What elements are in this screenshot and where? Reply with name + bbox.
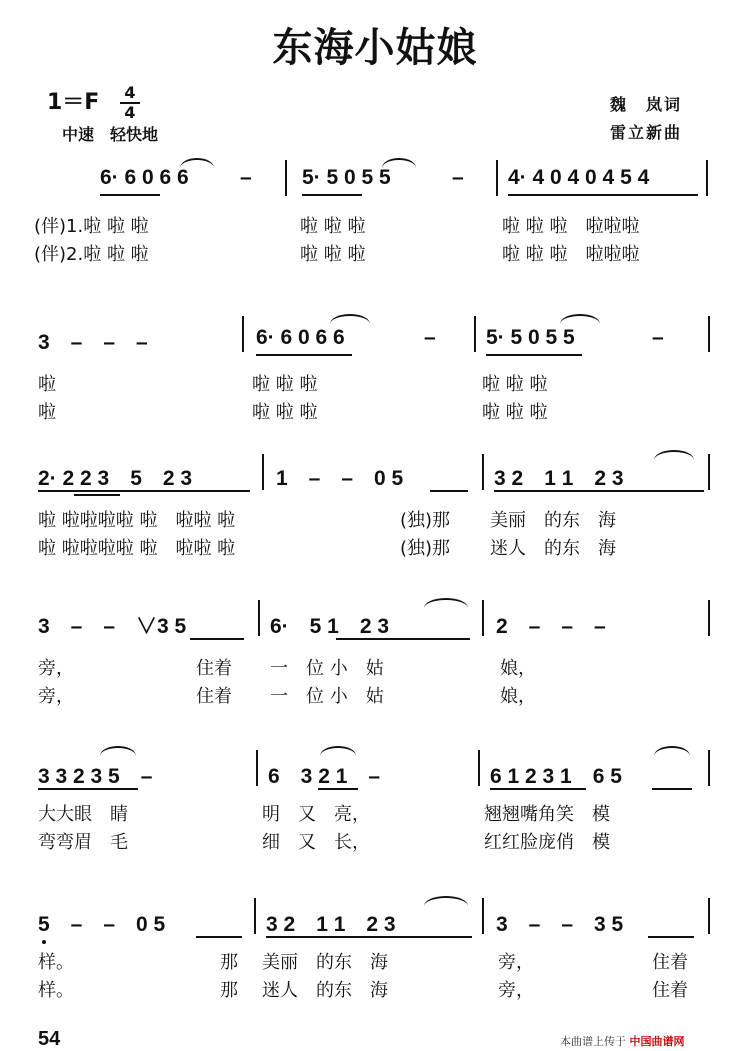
underline — [648, 936, 694, 938]
rest-dash: – — [652, 326, 664, 349]
underline — [494, 490, 704, 492]
lyric-line-2: 迷人 的东 海 — [490, 538, 616, 559]
lyric-line-1: 明 又 亮， — [262, 804, 370, 825]
underline — [486, 354, 582, 356]
lyric-line-2: 细 又 长， — [262, 832, 370, 853]
measure-5-3: 6 1 2 3 1 6 5 — [490, 765, 622, 788]
measure-2-1: 3 – – – — [38, 331, 148, 354]
measure-2-2: 6· 6 0 6 6 — [256, 326, 345, 349]
lyric-line-1: 大大眼 睛 — [38, 804, 128, 825]
barline — [708, 600, 710, 636]
measure-4-1: 3 – – ∨3 5 — [38, 615, 187, 638]
underline — [190, 638, 244, 640]
song-title: 东海小姑娘 — [272, 25, 478, 71]
slur — [330, 314, 370, 324]
lyric-line-2: (独)那 — [400, 538, 451, 559]
composer-credit: 雷立新曲 — [610, 123, 683, 142]
lyric-line-1: 旁， — [498, 952, 534, 973]
lower-octave-dot — [42, 940, 46, 944]
lyric-line-2: 啦 啦 啦 — [252, 402, 318, 423]
lyric-line-2: 啦 — [38, 402, 56, 423]
slur — [382, 158, 416, 168]
slur — [654, 746, 690, 756]
time-signature-bottom: 4 — [124, 103, 136, 122]
lyric-line-1: (伴)1.啦 啦 啦 — [34, 216, 149, 237]
measure-3-1: 2· 2 2 3 5 2 3 — [38, 467, 193, 490]
measure-6-3: 3 – – 3 5 — [496, 913, 624, 936]
time-signature-top: 4 — [124, 83, 136, 102]
lyric-line-2: 样。 — [38, 980, 74, 1001]
lyric-line-1: 那 — [220, 952, 238, 973]
measure-1-3: 4· 4 0 4 0 4 5 4 — [508, 166, 650, 189]
barline — [706, 160, 708, 196]
watermark — [560, 1033, 685, 1049]
measure-6-1: 5 – – 0 5 — [38, 913, 166, 936]
lyric-line-2: 啦 啦啦啦啦 啦 啦啦 啦 — [38, 538, 236, 559]
lyricist-credit: 魏 岚词 — [610, 95, 683, 114]
lyric-line-1: 翘翘嘴角笑 模 — [484, 804, 610, 825]
rest-dash: – — [452, 166, 464, 189]
lyric-line-2: 旁， — [498, 980, 534, 1001]
underline — [652, 788, 692, 790]
key-signature: 1＝F — [47, 90, 100, 115]
barline — [482, 600, 484, 636]
barline — [482, 454, 484, 490]
barline — [708, 750, 710, 786]
lyric-line-2: 啦 啦 啦 — [300, 244, 366, 265]
watermark-brand: 中国曲谱网 — [629, 1035, 685, 1048]
lyric-line-1: 一 位 小 姑 — [270, 658, 384, 679]
barline — [496, 160, 498, 196]
slur — [560, 314, 600, 324]
measure-6-2: 3 2 1 1 2 3 — [266, 913, 396, 936]
underline — [256, 354, 352, 356]
lyric-line-2: 红红脸庞俏 模 — [484, 832, 610, 853]
rest-dash: – — [240, 166, 252, 189]
underline — [38, 490, 250, 492]
lyric-line-1: 啦 啦 啦 — [300, 216, 366, 237]
barline — [285, 160, 287, 196]
lyric-line-1: 住着 — [652, 952, 688, 973]
lyric-line-1: 啦 — [38, 374, 56, 395]
slur — [424, 896, 468, 906]
underline — [490, 788, 586, 790]
barline — [708, 898, 710, 934]
slur — [180, 158, 214, 168]
barline — [708, 316, 710, 352]
lyric-line-1: 住着 — [196, 658, 232, 679]
lyric-line-2: 旁， — [38, 686, 74, 707]
underline — [508, 194, 698, 196]
watermark-text: 本曲谱上传于 — [560, 1035, 626, 1048]
lyric-line-1: 啦 啦 啦 — [252, 374, 318, 395]
lyric-line-1: 美丽 的东 海 — [262, 952, 388, 973]
lyric-line-1: 样。 — [38, 952, 74, 973]
underline — [100, 194, 160, 196]
lyric-line-2: 弯弯眉 毛 — [38, 832, 128, 853]
lyric-line-2: (伴)2.啦 啦 啦 — [34, 244, 149, 265]
slur — [424, 598, 468, 608]
barline — [242, 316, 244, 352]
measure-1-1: 6· 6 0 6 6 — [100, 166, 189, 189]
underline — [302, 194, 362, 196]
lyric-line-1: 啦 啦 啦 啦啦啦 — [502, 216, 640, 237]
lyric-line-2: 啦 啦 啦 啦啦啦 — [502, 244, 640, 265]
barline — [482, 898, 484, 934]
measure-3-3: 3 2 1 1 2 3 — [494, 467, 624, 490]
lyric-line-2: 那 — [220, 980, 238, 1001]
barline — [478, 750, 480, 786]
lyric-line-2: 住着 — [652, 980, 688, 1001]
lyric-line-2: 啦 啦 啦 — [482, 402, 548, 423]
barline — [258, 600, 260, 636]
barline — [254, 898, 256, 934]
tempo-marking: 中速 轻快地 — [62, 125, 159, 144]
lyric-line-2: 迷人 的东 海 — [262, 980, 388, 1001]
underline — [318, 788, 358, 790]
measure-3-2: 1 – – 0 5 — [276, 467, 404, 490]
underline — [266, 936, 472, 938]
underline — [196, 936, 242, 938]
lyric-line-1: 啦 啦 啦 — [482, 374, 548, 395]
barline — [708, 454, 710, 490]
lyric-line-1: 娘， — [500, 658, 536, 679]
time-signature — [120, 85, 140, 121]
lyric-line-2: 娘， — [500, 686, 536, 707]
barline — [262, 454, 264, 490]
lyric-line-1: 旁， — [38, 658, 74, 679]
lyric-line-1: 啦 啦啦啦啦 啦 啦啦 啦 — [38, 510, 236, 531]
slur — [654, 450, 694, 460]
underline — [38, 788, 138, 790]
measure-1-2: 5· 5 0 5 5 — [302, 166, 391, 189]
lyric-line-1: (独)那 — [400, 510, 451, 531]
measure-4-2: 6· 5 1 2 3 — [270, 615, 390, 638]
underline — [74, 494, 120, 496]
measure-4-3: 2 – – – — [496, 615, 606, 638]
lyric-line-2: 一 位 小 姑 — [270, 686, 384, 707]
barline — [474, 316, 476, 352]
measure-5-2: 6 3 2 1 – — [268, 765, 381, 788]
measure-5-1: 3 3 2 3 5 – — [38, 765, 153, 788]
underline — [336, 638, 470, 640]
slur — [320, 746, 356, 756]
measure-2-3: 5· 5 0 5 5 — [486, 326, 575, 349]
rest-dash: – — [424, 326, 436, 349]
underline — [430, 490, 468, 492]
slur — [100, 746, 136, 756]
lyric-line-2: 住着 — [196, 686, 232, 707]
lyric-line-1: 美丽 的东 海 — [490, 510, 616, 531]
barline — [256, 750, 258, 786]
page-number: 54 — [38, 1028, 61, 1050]
